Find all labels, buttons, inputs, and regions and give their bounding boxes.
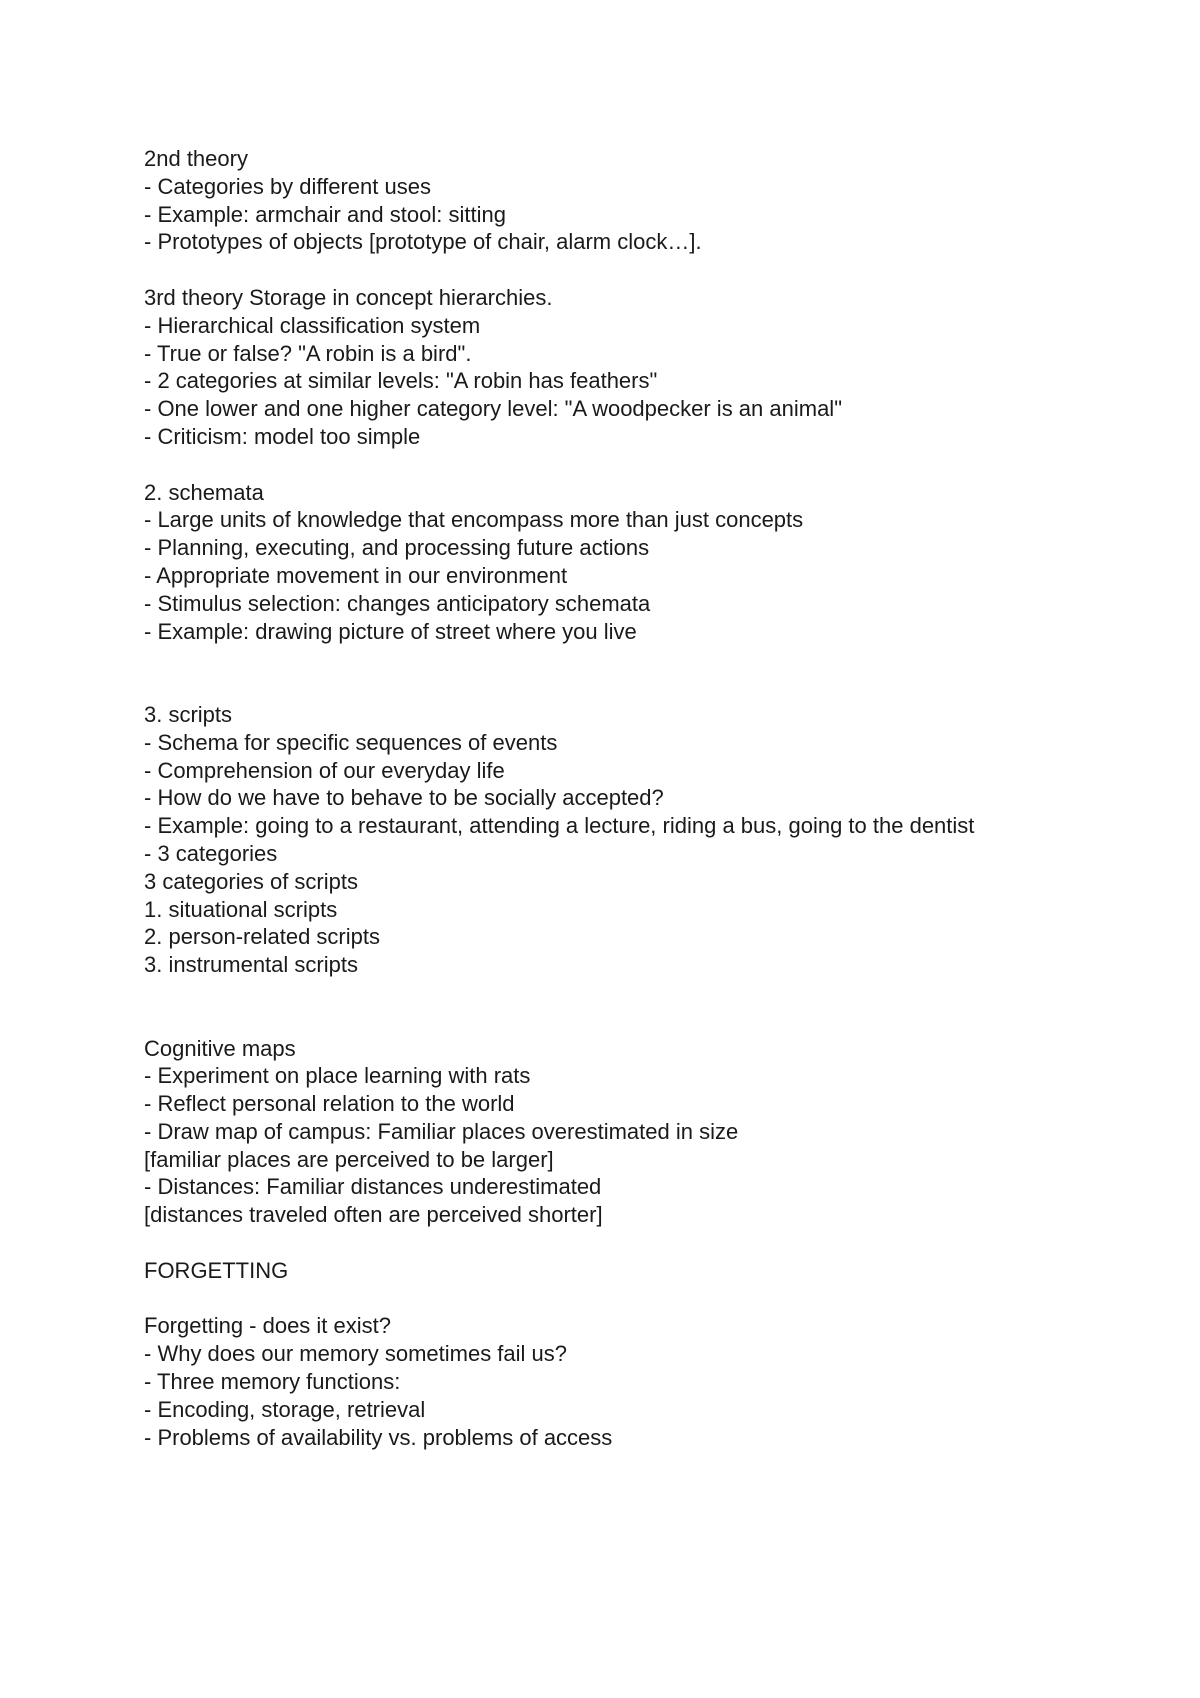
bullet-line: - Example: armchair and stool: sitting [144,201,506,227]
text-line: [distances traveled often are perceived shorter] [144,1202,603,1228]
bullet-line: - Problems of availability vs. problems of access [144,1424,613,1450]
bullet-line: - Distances: Familiar distances underestimated [144,1174,602,1200]
section-heading: 2nd theory [144,146,248,171]
bullet-line: - True or false? "A robin is a bird". [144,340,472,366]
document-body [144,145,1144,1451]
section-3rd-theory [144,284,1144,451]
numbered-line: 1. situational scripts [144,896,338,922]
bullet-line: - Experiment on place learning with rats [144,1063,531,1089]
section-heading: 3. scripts [144,701,233,727]
section-cognitive-maps [144,1035,1144,1230]
bullet-line: - Why does our memory sometimes fail us? [144,1341,568,1367]
bullet-line: - One lower and one higher category level: "A woodpecker is an animal" [144,396,843,422]
section-heading: Forgetting - does it exist? [144,1313,392,1339]
paragraph-spacer [144,451,1144,479]
bullet-line: - Planning, executing, and processing future actions [144,535,650,561]
section-heading: Cognitive maps [144,1035,296,1061]
section-2nd-theory [144,145,1144,256]
bullet-line: - Categories by different uses [144,173,431,199]
bullet-line: - Criticism: model too simple [144,423,421,449]
text-line: 3 categories of scripts [144,868,358,894]
bullet-line: - Stimulus selection: changes anticipatory schemata [144,590,651,616]
bullet-line: - Three memory functions: [144,1369,401,1395]
section-forgetting [144,1312,1144,1451]
paragraph-spacer [144,979,1144,1035]
bullet-line: - Large units of knowledge that encompass more than just concepts [144,507,804,533]
paragraph-spacer [144,645,1144,701]
bullet-line: - 3 categories [144,840,278,866]
bullet-line: - Encoding, storage, retrieval [144,1396,426,1422]
bullet-line: - Example: drawing picture of street where you live [144,618,637,644]
bullet-line: - How do we have to behave to be socially accepted? [144,785,664,811]
bullet-line: - Example: going to a restaurant, attending a lecture, riding a bus, going to the dentist [144,813,975,839]
section-forgetting-title [144,1257,1144,1285]
section-heading: 2. schemata [144,479,264,505]
bullet-line: - Hierarchical classification system [144,312,481,338]
bullet-line: - Schema for specific sequences of events [144,729,558,755]
numbered-line: 2. person-related scripts [144,924,380,950]
section-scripts [144,701,1144,979]
paragraph-spacer [144,256,1144,284]
section-schemata [144,479,1144,646]
bullet-line: - Prototypes of objects [prototype of chair, alarm clock…]. [144,229,702,255]
bullet-line: - Reflect personal relation to the world [144,1091,515,1117]
section-heading: FORGETTING [144,1257,289,1283]
section-heading: 3rd theory Storage in concept hierarchies. [144,284,553,310]
bullet-line: - 2 categories at similar levels: "A robin has feathers" [144,368,658,394]
paragraph-spacer [144,1229,1144,1257]
bullet-line: - Draw map of campus: Familiar places overestimated in size [144,1118,739,1144]
bullet-line: - Appropriate movement in our environment [144,562,568,588]
text-line: [familiar places are perceived to be larger] [144,1146,554,1172]
numbered-line: 3. instrumental scripts [144,952,358,978]
paragraph-spacer [144,1285,1144,1313]
bullet-line: - Comprehension of our everyday life [144,757,505,783]
